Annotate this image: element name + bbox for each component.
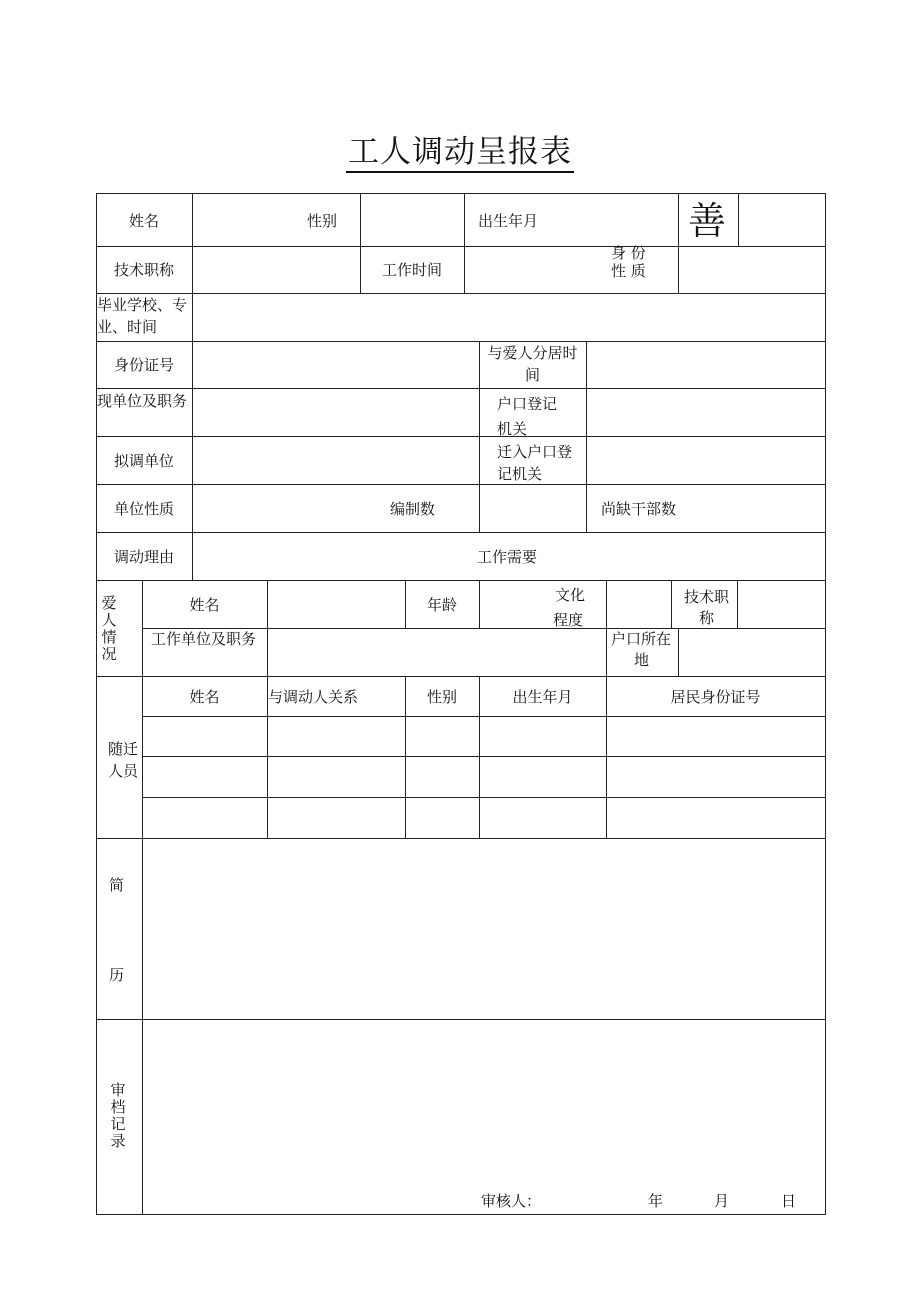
grid-line <box>96 1019 826 1020</box>
label-birth: 出生年月 <box>478 212 539 230</box>
spouse-label-work-unit: 工作单位及职务 <box>151 630 257 648</box>
review-year: 年 <box>648 1192 664 1210</box>
grid-line <box>825 193 826 1215</box>
spouse-label-edu-line1: 文化 <box>555 586 586 604</box>
review-day: 日 <box>781 1192 797 1210</box>
grid-line <box>192 193 193 581</box>
grid-line <box>96 193 826 194</box>
review-month: 月 <box>714 1192 730 1210</box>
grid-line <box>96 1214 826 1215</box>
grid-line <box>738 193 739 247</box>
family-header-birth: 出生年月 <box>512 688 573 706</box>
label-separation-line1: 与爱人分居时 <box>487 344 578 362</box>
grid-line <box>96 293 826 294</box>
grid-line <box>678 193 679 294</box>
resume-label-line1: 简 <box>109 876 125 894</box>
family-side-label-line2: 人员 <box>108 762 139 780</box>
label-target-unit: 拟调单位 <box>113 452 174 470</box>
grid-line <box>479 580 480 629</box>
reviewer-label: 审核人： <box>481 1192 542 1210</box>
label-school-line2: 业、时间 <box>97 318 158 336</box>
resume-label-line2: 历 <box>109 966 125 984</box>
grid-line <box>586 341 587 533</box>
grid-line <box>464 193 465 294</box>
label-work-time: 工作时间 <box>381 261 442 279</box>
family-header-name: 姓名 <box>189 688 220 706</box>
grid-line <box>96 838 826 839</box>
spouse-label-hukou-line2: 地 <box>634 651 650 669</box>
label-identity-line2: 性 质 <box>611 262 646 280</box>
label-unit-nature: 单位性质 <box>113 500 174 518</box>
grid-line <box>678 628 679 677</box>
label-hukou-office-line1: 户口登记 <box>497 395 558 413</box>
seal-character: 善 <box>687 199 726 243</box>
grid-line <box>96 193 97 1215</box>
label-gender: 性别 <box>307 212 338 230</box>
grid-line <box>142 756 826 757</box>
reason-value: 工作需要 <box>477 548 538 566</box>
family-header-id: 居民身份证号 <box>670 688 761 706</box>
grid-line <box>96 341 826 342</box>
label-quota: 编制数 <box>390 500 436 518</box>
grid-line <box>96 484 826 485</box>
grid-line <box>606 580 607 629</box>
grid-line <box>671 580 672 629</box>
grid-line <box>142 580 143 1215</box>
spouse-label-hukou-line1: 户口所在 <box>611 630 672 648</box>
grid-line <box>606 628 607 677</box>
label-current-unit: 现单位及职务 <box>97 392 188 410</box>
review-side-label: 审档记录 <box>110 1081 126 1150</box>
grid-line <box>96 580 826 581</box>
grid-line <box>96 676 826 677</box>
grid-line <box>96 388 826 389</box>
label-reason: 调动理由 <box>113 548 174 566</box>
spouse-label-age: 年龄 <box>426 596 457 614</box>
label-hukou-office-line2: 机关 <box>497 420 528 438</box>
label-name: 姓名 <box>128 212 159 230</box>
grid-line <box>96 436 826 437</box>
family-side-label-line1: 随迁 <box>108 740 139 758</box>
grid-line <box>737 580 738 629</box>
spouse-label-title-line1: 技术职 <box>684 588 730 606</box>
label-shortage: 尚缺干部数 <box>601 500 677 518</box>
grid-line <box>267 628 268 677</box>
label-move-hukou-line1: 迁入户口登 <box>497 443 573 461</box>
spouse-side-label: 爱人情况 <box>101 594 117 663</box>
family-header-gender: 性别 <box>426 688 457 706</box>
label-school-line1: 毕业学校、专 <box>97 296 188 314</box>
grid-line <box>267 580 268 629</box>
spouse-label-name: 姓名 <box>189 596 220 614</box>
grid-line <box>96 532 826 533</box>
spouse-label-title-line2: 称 <box>699 609 715 627</box>
family-header-relation: 与调动人关系 <box>268 688 359 706</box>
grid-line <box>142 797 826 798</box>
spouse-label-edu-line2: 程度 <box>553 611 584 629</box>
label-id-number: 身份证号 <box>113 356 174 374</box>
label-identity-line1: 身 份 <box>611 244 646 262</box>
label-tech-title: 技术职称 <box>113 261 174 279</box>
label-move-hukou-line2: 记机关 <box>497 465 543 483</box>
form-title <box>0 126 920 171</box>
grid-line <box>96 246 826 247</box>
grid-line <box>142 716 826 717</box>
label-separation-line2: 间 <box>524 366 540 384</box>
form-title-text: 工人调动呈报表 <box>346 134 574 173</box>
